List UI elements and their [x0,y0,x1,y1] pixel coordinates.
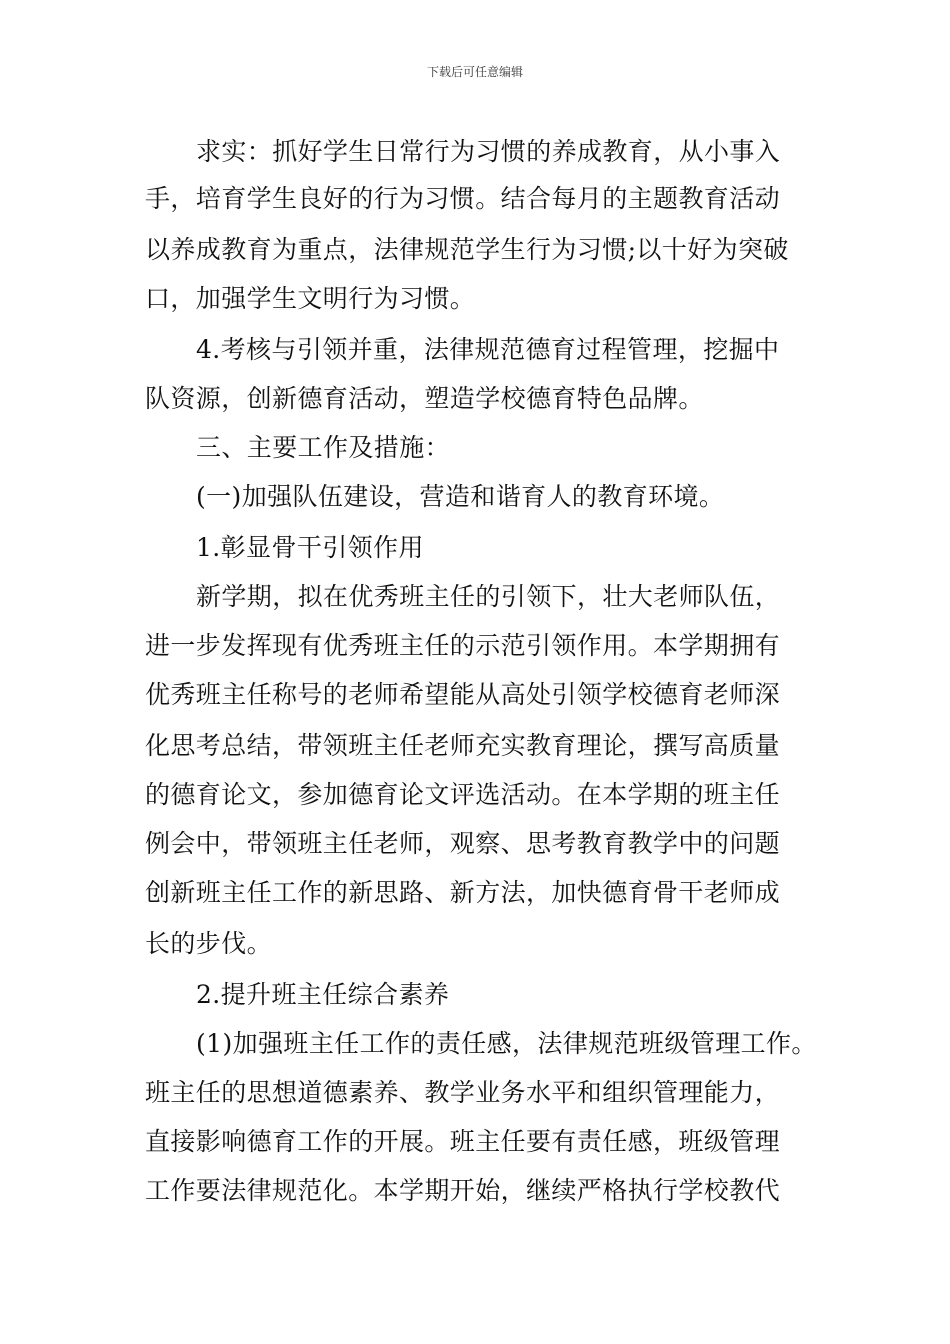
text-line: 创新班主任工作的新思路、新方法，加快德育骨干老师成 [145,878,781,907]
text-line: 直接影响德育工作的开展。班主任要有责任感，班级管理 [145,1127,781,1156]
text-line: 口，加强学生文明行为习惯。 [145,284,476,313]
text-line: 长的步伐。 [145,929,273,958]
text-line: 化思考总结，带领班主任老师充实教育理论，撰写高质量 [145,731,781,760]
page-header: 下载后可任意编辑 [426,65,523,79]
text-line: 优秀班主任称号的老师希望能从高处引领学校德育老师深 [145,680,781,709]
text-line: 进一步发挥现有优秀班主任的示范引领作用。本学期拥有 [145,631,781,660]
text-line: 班主任的思想道德素养、教学业务水平和组织管理能力， [145,1078,781,1107]
text-line: (一)加强队伍建设，营造和谐育人的教育环境。 [196,482,725,511]
text-line: 1.彰显骨干引领作用 [196,533,424,562]
text-line: 队资源，创新德育活动，塑造学校德育特色品牌。 [145,384,704,413]
text-line: 以养成教育为重点，法律规范学生行为习惯;以十好为突破 [145,235,789,264]
text-line: (1)加强班主任工作的责任感，法律规范班级管理工作。 [196,1029,817,1058]
text-line: 2.提升班主任综合素养 [196,980,450,1009]
text-line: 例会中，带领班主任老师，观察、思考教育教学中的问题 [145,829,781,858]
text-line: 工作要法律规范化。本学期开始，继续严格执行学校教代 [145,1176,781,1205]
text-line: 的德育论文，参加德育论文评选活动。在本学期的班主任 [145,780,781,809]
text-line: 新学期，拟在优秀班主任的引领下，壮大老师队伍， [196,582,781,611]
text-line: 求实：抓好学生日常行为习惯的养成教育，从小事入 [196,137,781,166]
text-line: 手，培育学生良好的行为习惯。结合每月的主题教育活动 [145,184,781,213]
text-line: 三、主要工作及措施： [196,433,451,462]
text-line: 4.考核与引领并重，法律规范德育过程管理，挖掘中 [196,335,780,364]
